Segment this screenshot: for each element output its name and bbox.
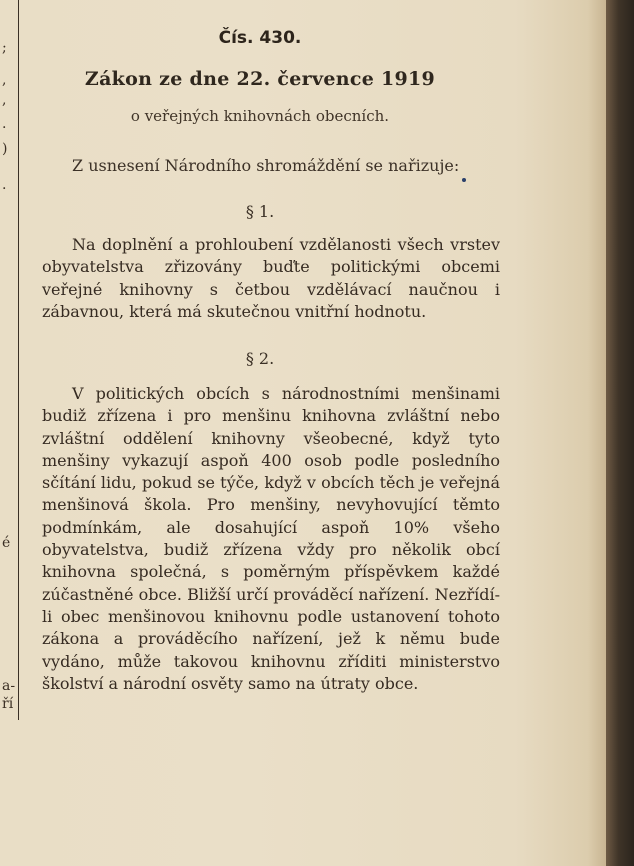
left-margin-fragments	[0, 0, 16, 866]
margin-fragment: .	[2, 177, 7, 193]
margin-fragment: .	[2, 116, 7, 132]
enactment-clause: Z usnesení Národního shromáždění se nařizuje:	[72, 156, 460, 175]
ink-speck	[462, 178, 466, 182]
law-title: Zákon ze dne 22. července 1919	[84, 68, 436, 90]
section-2-heading: § 2.	[245, 349, 275, 368]
margin-fragment: é	[2, 535, 11, 551]
law-subtitle: o veřejných knihovnách obecních.	[130, 107, 390, 125]
margin-fragment: ,	[2, 72, 7, 88]
margin-fragment: ří	[2, 696, 14, 712]
section-1-text: Na doplnění a prohloubení vzdělanosti všech vrstev obyvatelstva zřizovány buďte politickými obcemi veřejné knihovny s četbou vzdělávací naučnou i zábavnou, která má skutečnou vnitřní hodnotu.	[42, 235, 500, 321]
margin-fragment: a-	[2, 678, 16, 694]
page-number: Čís. 430.	[218, 28, 302, 48]
section-1-heading: § 1.	[245, 202, 275, 221]
background-edge	[606, 0, 634, 866]
section-2-text: V politických obcích s národnostními menšinami budiž zřízena i pro menšinu knihovna zvláštní nebo zvláštní oddělení knihovny všeobecné, když tyto menšiny vykazují aspoň 400 osob podle posledního sčítání lidu, pokud se týče, když v obcích těch je veřejná menšinová škola. Pro menšiny, nevyhovující těmto podmínkám, ale dosahující aspoň 10% všeho obyvatelstva, budiž zřízena vždy pro několik obcí knihovna společná, s poměrným příspěvkem každé zúčastněné obce. Bližší určí prováděcí nařízení. Nezřídí-li obec menšinovou knihovnu podle ustanovení tohoto zákona a prováděcího nařízení, jež k němu bude vydáno, může takovou knihovnu zříditi ministerstvo školství a národní osvěty samo na útraty obce.	[42, 384, 500, 693]
page-edge-shadow	[588, 0, 606, 866]
margin-fragment: ;	[2, 40, 7, 56]
margin-fragment: )	[2, 141, 8, 157]
margin-fragment: ,	[2, 92, 7, 108]
